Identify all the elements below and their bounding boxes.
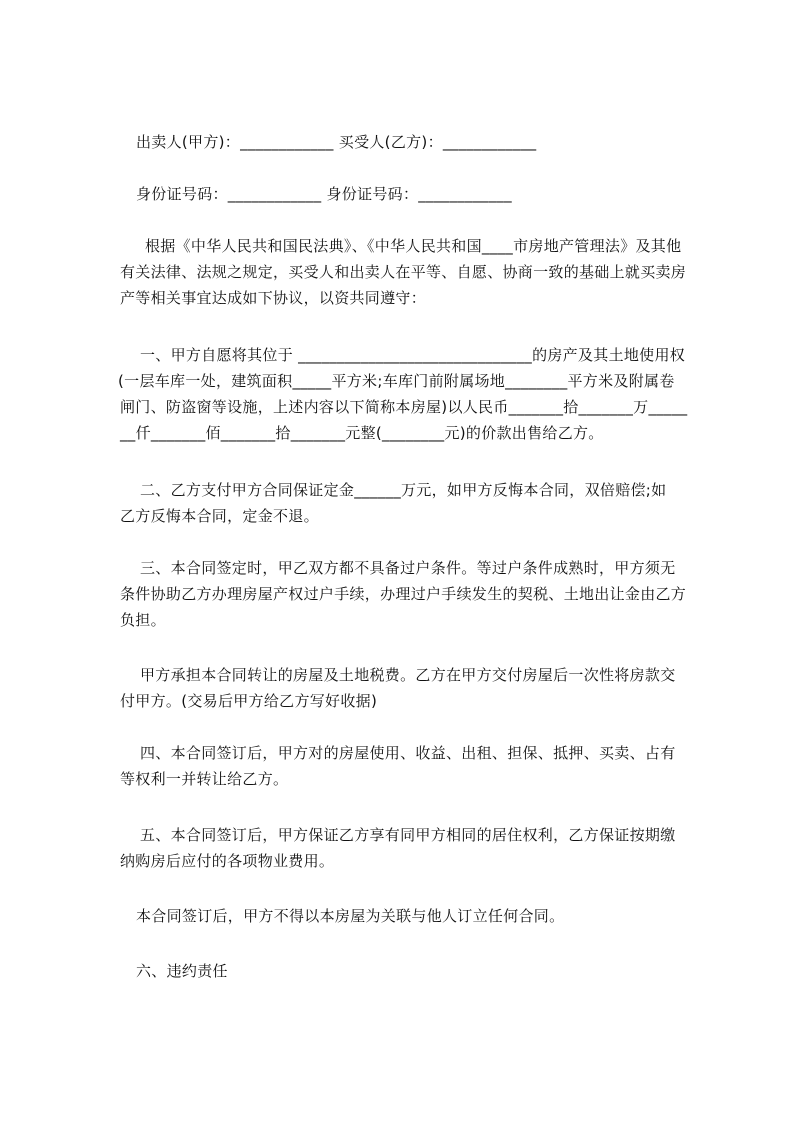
text-line: __仟_______佰_______拾_______元整(________元)的价款出售给乙方。 (120, 424, 604, 442)
text-line: 六、违约责任 (136, 962, 228, 980)
text-line: 出卖人(甲方)：____________ 买受人(乙方)：____________ (136, 133, 537, 151)
text-line: (一层车库一处，建筑面积_____平方米;车库门前附属场地________平方米及附属卷 (118, 372, 675, 390)
text-line: 纳购房后应付的各项物业费用。 (120, 852, 335, 870)
text-line: 四、本合同签订后，甲方对的房屋使用、收益、出租、担保、抵押、买卖、占有 (140, 744, 676, 762)
text-line: 身份证号码：____________ 身份证号码：____________ (136, 185, 512, 203)
text-line: 等权利一并转让给乙方。 (120, 770, 289, 788)
text-line: 乙方反悔本合同，定金不退。 (120, 507, 319, 525)
text-line: 一、甲方自愿将其位于 ______________________________的房产及其土地使用权 (140, 346, 686, 364)
text-line: 有关法律、法规之规定，买受人和出卖人在平等、自愿、协商一致的基础上就买卖房 (120, 263, 687, 281)
text-line: 本合同签订后，甲方不得以本房屋为关联与他人订立任何合同。 (136, 907, 565, 925)
text-line: 甲方承担本合同转让的房屋及土地税费。乙方在甲方交付房屋后一次性将房款交 (140, 666, 676, 684)
text-line: 负担。 (120, 611, 166, 629)
text-line: 闸门、防盗窗等设施，上述内容以下简称本房屋)以人民币_______拾_______万_____ (120, 398, 688, 416)
text-line: 根据《中华人民共和国民法典》、《中华人民共和国____市房地产管理法》及其他 (145, 237, 682, 255)
text-line: 二、乙方支付甲方合同保证定金______万元，如甲方反悔本合同，双倍赔偿;如 (140, 481, 667, 499)
text-line: 付甲方。(交易后甲方给乙方写好收据) (120, 692, 378, 710)
text-line: 产等相关事宜达成如下协议，以资共同遵守： (120, 289, 427, 307)
text-line: 五、本合同签订后，甲方保证乙方享有同甲方相同的居住权利，乙方保证按期缴 (140, 826, 676, 844)
text-line: 三、本合同签定时，甲乙双方都不具备过户条件。等过户条件成熟时，甲方须无 (140, 559, 676, 577)
text-line: 条件协助乙方办理房屋产权过户手续，办理过户手续发生的契税、土地出让金由乙方 (120, 585, 687, 603)
